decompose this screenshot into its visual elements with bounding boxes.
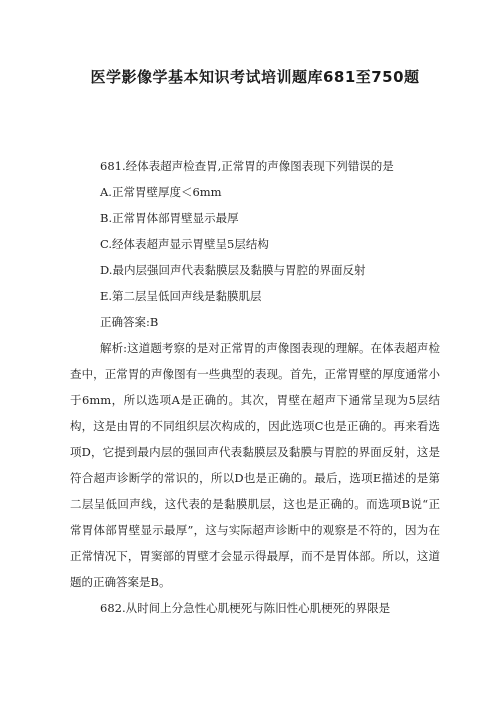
answer-line: 正确答案:B <box>100 315 159 329</box>
question-681 <box>70 153 440 595</box>
question-stem: 681.经体表超声检查胃,正常胃的声像图表现下列错误的是 <box>100 159 394 173</box>
option-b: B.正常胃体部胃壁显示最厚 <box>100 211 239 225</box>
document-title: 医学影像学基本知识考试培训题库681至750题 <box>90 68 420 86</box>
question-682-stem: 682.从时间上分急性心肌梗死与陈旧性心肌梗死的界限是 <box>100 601 391 615</box>
option-e: E.第二层呈低回声线是黏膜肌层 <box>100 289 262 303</box>
option-d: D.最内层强回声代表黏膜层及黏膜与胃腔的界面反射 <box>100 263 366 277</box>
option-a: A.正常胃壁厚度＜6mm <box>100 185 222 199</box>
option-c: C.经体表超声显示胃壁呈5层结构 <box>100 237 269 251</box>
explanation-paragraph: 解析:这道题考察的是对正常胃的声像图表现的理解。在体表超声检查中，正常胃的声像图有一些典型的表现。首先，正常胃壁的厚度通常小于6mm，所以选项A是正确的。其次，胃壁在超声下通常呈现为5层结构，这是由胃的不同组织层次构成的，因此选项C也是正确的。再来看选项D，它提到最内层的强回声代表黏膜层及黏膜与胃腔的界面反射，这是符合超声诊断学的常识的，所以D也是正确的。最后，选项E描述的是第二层呈低回声线，这代表的是黏膜肌层，这也是正确的。而选项B说“正常胃体部胃壁显示最厚”，这与实际超声诊断中的观察是不符的，因为在正常情况下，胃窦部的胃壁才会显示得最厚，而不是胃体部。所以，这道题的正确答案是B。 <box>70 341 440 589</box>
